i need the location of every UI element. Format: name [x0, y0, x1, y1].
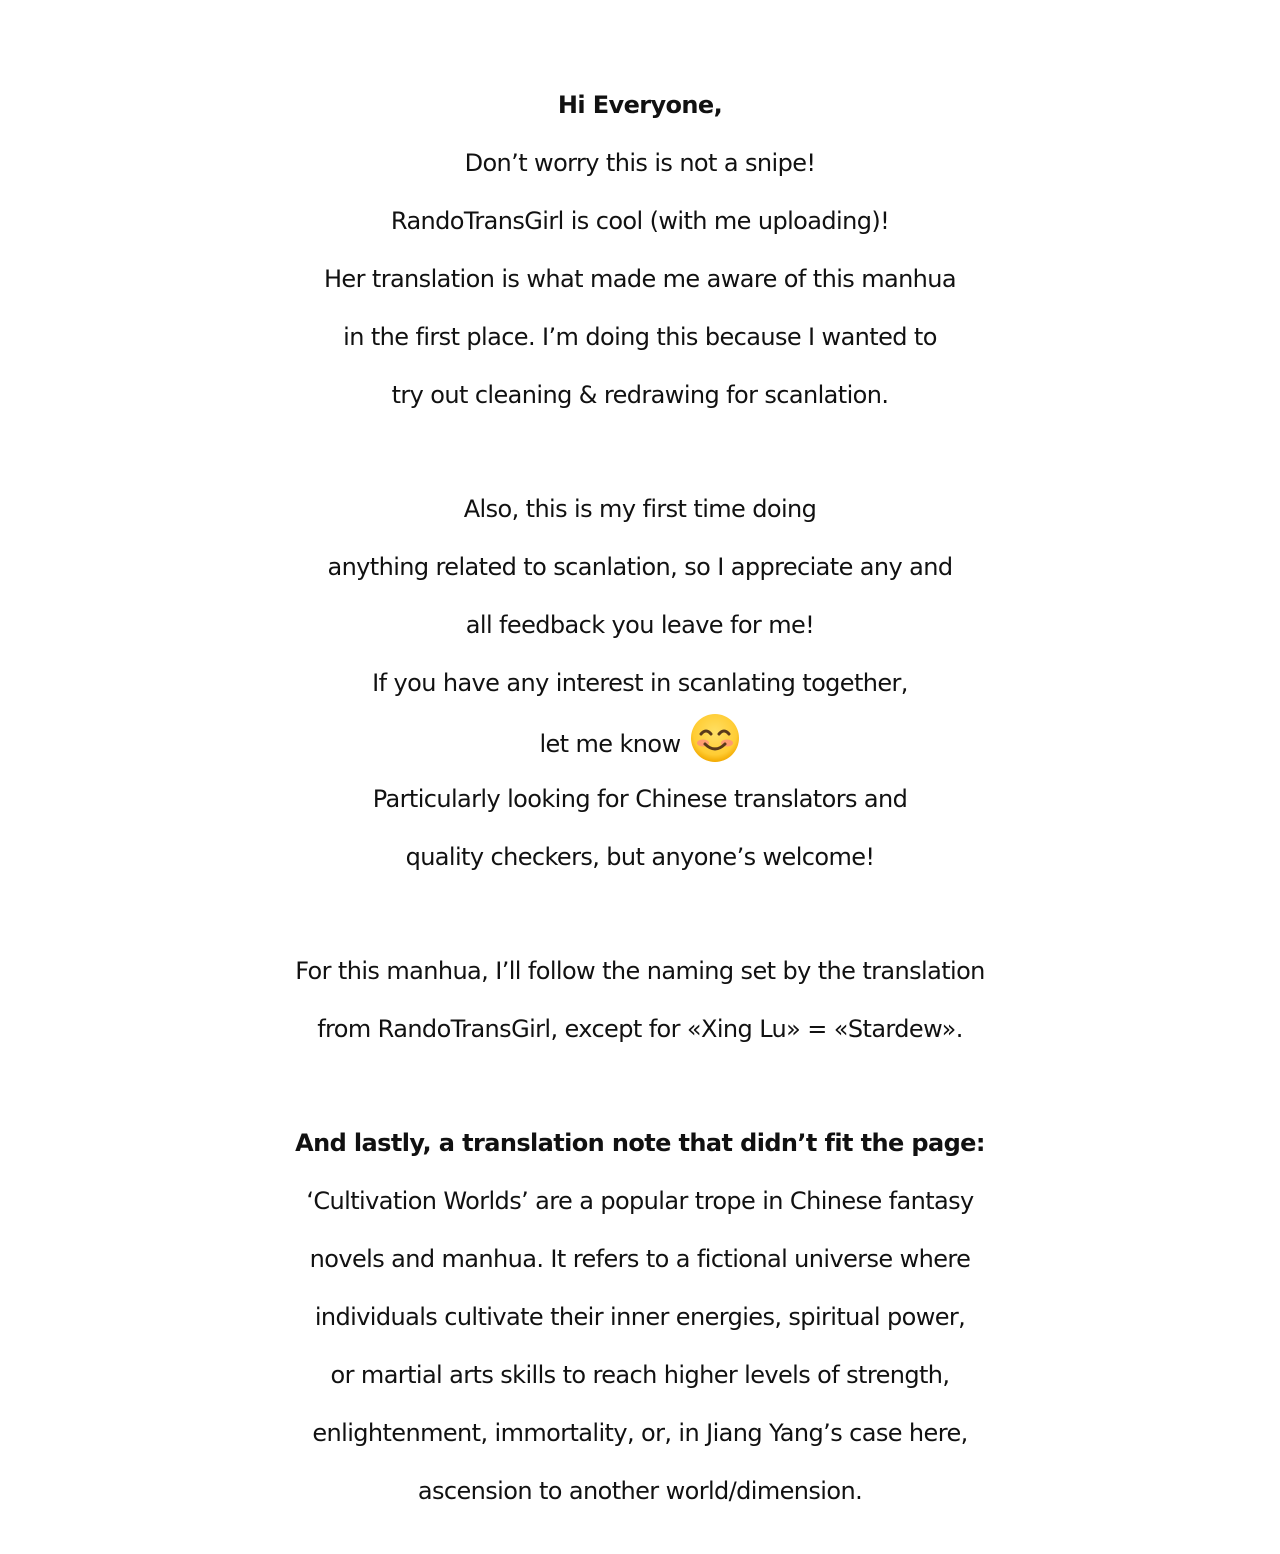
greeting-title: Hi Everyone, — [557, 91, 723, 119]
greeting-line: RandoTransGirl is cool (with me uploading)! — [390, 207, 890, 235]
paragraph-gap — [0, 886, 1280, 942]
naming-section — [0, 942, 1280, 1058]
translation-note-line: or martial arts skills to reach higher levels of strength, — [330, 1361, 950, 1389]
smiling-face-emoji-icon — [689, 712, 741, 764]
greeting-line: try out cleaning & redrawing for scanlation. — [391, 381, 889, 409]
translator-note-page — [0, 76, 1280, 1520]
feedback-line: all feedback you leave for me! — [465, 611, 815, 639]
feedback-line-with-emoji — [0, 712, 1280, 770]
naming-line: For this manhua, I’ll follow the naming set by the translation — [295, 957, 985, 985]
feedback-line: Particularly looking for Chinese translators and — [372, 785, 908, 813]
feedback-line: quality checkers, but anyone’s welcome! — [405, 843, 875, 871]
greeting-line: Her translation is what made me aware of this manhua — [323, 265, 957, 293]
greeting-section — [0, 76, 1280, 424]
paragraph-gap — [0, 1058, 1280, 1114]
translation-note-line: ‘Cultivation Worlds’ are a popular trope in Chinese fantasy — [306, 1187, 974, 1215]
greeting-line: Don’t worry this is not a snipe! — [464, 149, 816, 177]
greeting-line: in the first place. I’m doing this because I wanted to — [343, 323, 937, 351]
translation-note-section — [0, 1114, 1280, 1520]
translation-note-line: enlightenment, immortality, or, in Jiang Yang’s case here, — [312, 1419, 968, 1447]
feedback-line: anything related to scanlation, so I appreciate any and — [327, 553, 953, 581]
feedback-line: Also, this is my first time doing — [463, 495, 817, 523]
translation-note-heading: And lastly, a translation note that didn’t fit the page: — [295, 1129, 985, 1157]
naming-line: from RandoTransGirl, except for «Xing Lu» = «Stardew». — [317, 1015, 963, 1043]
feedback-section — [0, 480, 1280, 886]
paragraph-gap — [0, 424, 1280, 480]
translation-note-line: novels and manhua. It refers to a fictional universe where — [309, 1245, 971, 1273]
translation-note-line: ascension to another world/dimension. — [417, 1477, 863, 1505]
feedback-let-me-know: let me know — [539, 730, 681, 758]
translation-note-line: individuals cultivate their inner energies, spiritual power, — [314, 1303, 966, 1331]
feedback-line: If you have any interest in scanlating together, — [372, 669, 908, 697]
